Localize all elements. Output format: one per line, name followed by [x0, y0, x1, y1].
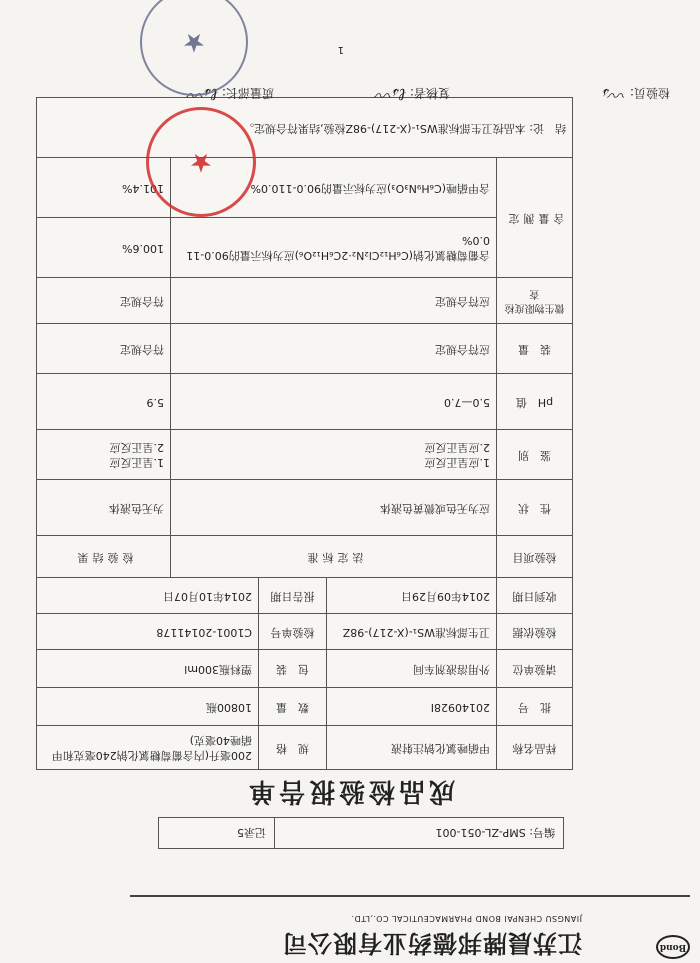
results-header-result: 检验结果 [36, 536, 170, 578]
record-number-label: 编号: [529, 826, 555, 839]
reviewer [376, 84, 450, 109]
content-row-1 [36, 218, 572, 278]
conclusion [36, 98, 572, 158]
table-row [36, 578, 572, 614]
result-item: 装 量 [497, 324, 573, 374]
results-header-item: 检验项目 [497, 536, 573, 578]
result-item: 微生物限度检查 [497, 278, 573, 324]
qc-director-label: 质量部长: [221, 86, 274, 100]
record-number [274, 818, 563, 848]
record-number-value: SMP-ZL-051-001 [435, 826, 526, 840]
quantity-value: 10800瓶 [36, 688, 258, 726]
content-result-2: 101.4% [36, 158, 170, 218]
result-item: pH 值 [497, 374, 573, 430]
quantity-label: 数 量 [259, 688, 327, 726]
conclusion-text: 本品按卫生部标准WS₁-(X-217)-98Z检验,结果符合规定。 [243, 121, 526, 135]
star-icon: ★ [182, 27, 206, 57]
table-row [36, 374, 572, 430]
batch-value: 20140928I [327, 688, 497, 726]
receive-date-label: 收到日期 [497, 578, 573, 614]
company-name-en: JIANGSU CHENPAI BOND PHARMACEUTICAL CO.,LTD. [350, 914, 582, 923]
content-row-2 [36, 158, 572, 218]
results-header-row [36, 536, 572, 578]
receive-date-value: 2014年09月29日 [327, 578, 497, 614]
result-value: 符合规定 [36, 324, 170, 374]
report-no-label: 检验单号 [259, 614, 327, 650]
content-standard-2: 含甲硝唑(C₆H₉N₃O₃)应为标示量的90.0-110.0% [171, 158, 497, 218]
conclusion-label: 结 论: [529, 121, 566, 135]
product-name-value: 甲硝唑氯化钠注射液 [327, 726, 497, 770]
spec-value: 200毫升(内含葡萄糖氯化钠240毫克和甲硝唑40毫克) [36, 726, 258, 770]
report-title: 成品检验报告单 [245, 776, 456, 806]
bond-logo [656, 935, 690, 959]
content-label: 含量测定 [497, 158, 573, 278]
results-header-standard: 法定标准 [171, 536, 497, 578]
result-value: 1.呈正反应 2.呈正反应 [36, 430, 170, 480]
result-value: 5.9 [36, 374, 170, 430]
table-row [36, 614, 572, 650]
reviewer-label: 复核者: [409, 86, 450, 100]
content-standard-1: 含葡萄糖氯化钠(C₆H₁₂Cl₂N₂·2C₆H₁₂O₆)应为标示量的90.0-110.0% [171, 218, 497, 278]
reviewer-signature: ℓ𝓈〰 [375, 84, 407, 104]
report-no-value: C1001-20141178 [36, 614, 258, 650]
result-standard: 应符合规定 [171, 324, 497, 374]
inspector-signature: 〰𝓈 [602, 84, 627, 104]
table-row [36, 688, 572, 726]
content-result-1: 100.6% [36, 218, 170, 278]
report-date-value: 2014年10月07日 [36, 578, 258, 614]
page-number: 1 [337, 44, 344, 55]
table-row [36, 324, 572, 374]
product-name-label: 样品名称 [497, 726, 573, 770]
table-row [36, 480, 572, 536]
qc-dept-seal [140, 0, 248, 96]
result-item: 性 状 [497, 480, 573, 536]
table-row [36, 278, 572, 324]
result-item: 鉴 别 [497, 430, 573, 480]
result-standard: 应为无色或微黄色液体 [171, 480, 497, 536]
qc-director-signature: ℓ𝓈〰 [187, 84, 219, 104]
result-standard: 1.应呈正反应 2.应呈正反应 [171, 430, 497, 480]
record-label: 记录5 [237, 826, 266, 839]
requester-label: 请验单位 [497, 650, 573, 688]
logo-text: Bond [659, 942, 687, 952]
report-date-label: 报告日期 [259, 578, 327, 614]
result-value: 为无色液体 [36, 480, 170, 536]
report-table [36, 97, 573, 770]
inspector-label: 检验员: [629, 86, 670, 100]
result-value: 符合规定 [36, 278, 170, 324]
inspector [603, 84, 670, 109]
result-standard: 应符合规定 [171, 278, 497, 324]
company-red-seal [146, 107, 256, 217]
spec-label: 规 格 [259, 726, 327, 770]
table-row [36, 430, 572, 480]
basis-value: 卫生部标准WS₁-(X-217)-98Z [327, 614, 497, 650]
package-label: 包 装 [259, 650, 327, 688]
star-icon: ★ [189, 147, 213, 177]
package-value: 塑料瓶300ml [36, 650, 258, 688]
table-row [36, 650, 572, 688]
header-rule [130, 895, 690, 897]
basis-label: 检验依据 [497, 614, 573, 650]
requester-value: 外用溶液剂车间 [327, 650, 497, 688]
record-box [158, 817, 564, 849]
conclusion-row [36, 98, 572, 158]
company-name: 江苏晨牌邦德药业有限公司 [282, 929, 582, 957]
table-row [36, 726, 572, 770]
result-standard: 5.0—7.0 [171, 374, 497, 430]
batch-label: 批 号 [497, 688, 573, 726]
